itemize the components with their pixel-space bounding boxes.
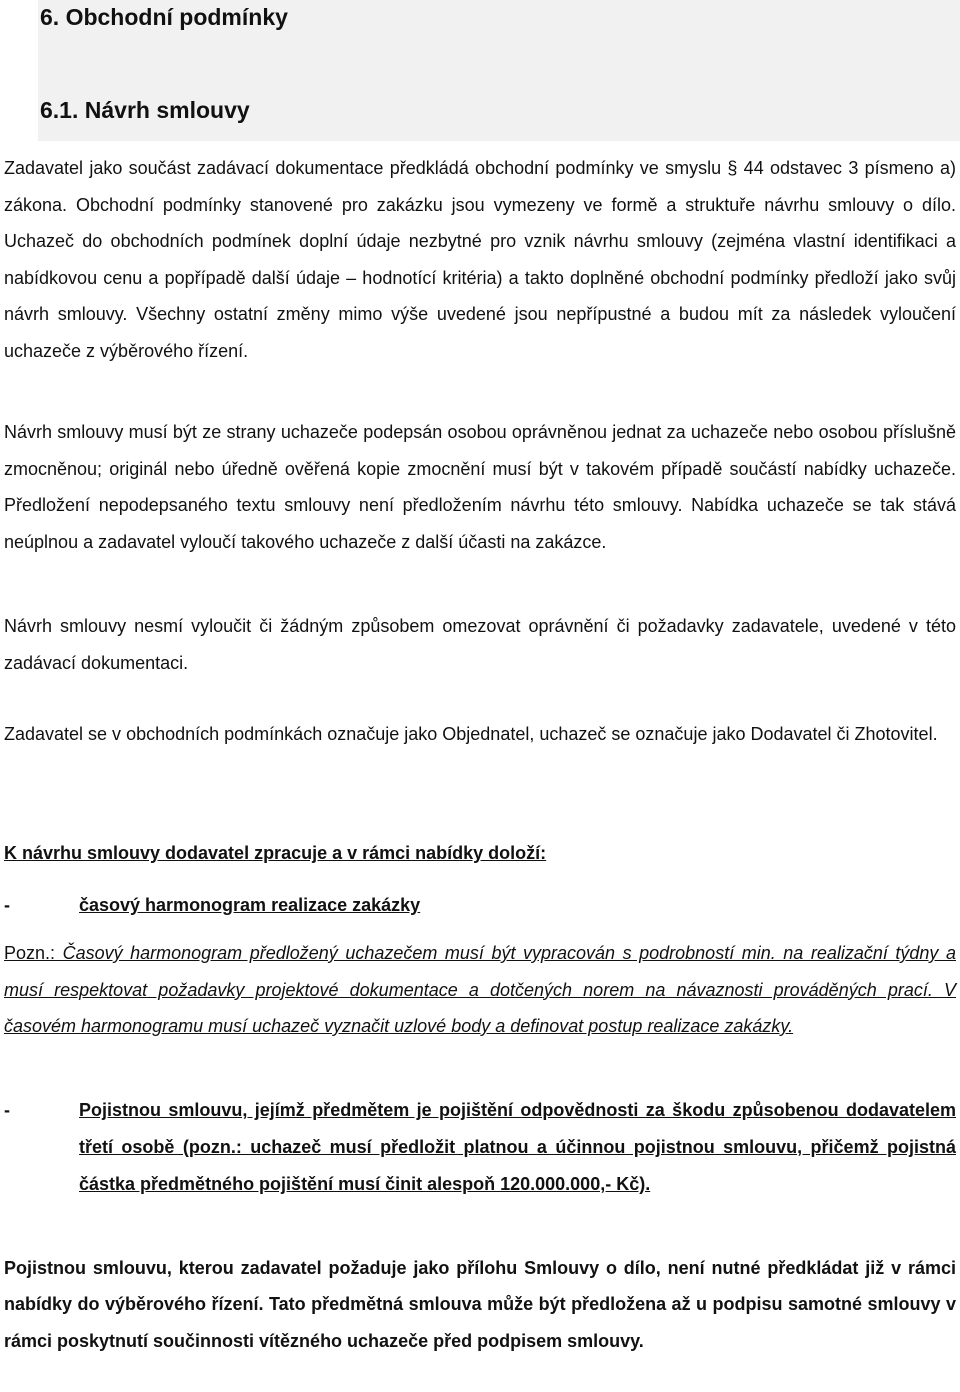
list-item-text: Pojistnou smlouvu, jejímž předmětem je pojištění odpovědnosti za škodu způsobenou dodavatelem třetí osobě (pozn.: uchazeč musí předložit platnou a účinnou pojistnou smlouvu, přičemž pojistná částka předmětného pojištění musí činit alespoň 120.000.000,- Kč). — [79, 1100, 956, 1194]
section-heading: 6. Obchodní podmínky — [40, 4, 288, 30]
list-item-text: časový harmonogram realizace zakázky — [79, 895, 421, 915]
paragraph-signature-requirement: Návrh smlouvy musí být ze strany uchazeče podepsán osobou oprávněnou jednat za uchazeče nebo osobou příslušně zmocněnou; originál nebo úředně ověřená kopie zmocnění musí být v takovém případě součástí nabídky uchazeče. Předložení nepodepsaného textu smlouvy není předložením návrhu této smlouvy. Nabídka uchazeče se tak stává neúplnou a zadavatel vyloučí takového uchazeče z další účasti na zakázce. — [4, 422, 956, 552]
paragraph-no-restriction: Návrh smlouvy nesmí vyloučit či žádným způsobem omezovat oprávnění či požadavky zadavatele, uvedené v této zadávací dokumentaci. — [4, 616, 956, 673]
paragraph-party-names: Zadavatel se v obchodních podmínkách označuje jako Objednatel, uchazeč se označuje jako Dodavatel či Zhotovitel. — [4, 724, 938, 744]
list-dash: - — [4, 895, 10, 915]
list-item-schedule — [4, 887, 956, 924]
list-item-insurance — [4, 1092, 956, 1203]
note-text: Časový harmonogram předložený uchazečem musí být vypracován s podrobností min. na realizační týdny a musí respektovat požadavky projektové dokumentace a dotčených norem na návaznosti prováděných prací. V časovém harmonogramu musí uchazeč vyznačit uzlové body a definovat postup realizace zakázky. — [4, 943, 956, 1036]
subsection-heading: 6.1. Návrh smlouvy — [40, 97, 250, 123]
attachments-heading: K návrhu smlouvy dodavatel zpracuje a v rámci nabídky doloží: — [4, 843, 547, 863]
schedule-note — [4, 935, 956, 1045]
note-label: Pozn.: — [4, 943, 56, 963]
paragraph-tender-conditions: Zadavatel jako součást zadávací dokumentace předkládá obchodní podmínky ve smyslu § 44 odstavec 3 písmeno a) zákona. Obchodní podmínky stanovené pro zakázku jsou vymezeny ve formě a struktuře návrhu smlouvy o dílo. Uchazeč do obchodních podmínek doplní údaje nezbytné pro vznik návrhu smlouvy (zejména vlastní identifikaci a nabídkovou cenu a popřípadě další údaje – hodnotící kritéria) a takto doplněné obchodní podmínky předloží jako svůj návrh smlouvy. Všechny ostatní změny mimo výše uvedené jsou nepřípustné a budou mít za následek vyloučení uchazeče z výběrového řízení. — [4, 158, 956, 361]
paragraph-insurance-submission: Pojistnou smlouvu, kterou zadavatel požaduje jako přílohu Smlouvy o dílo, není nutné předkládat již v rámci nabídky do výběrového řízení. Tato předmětná smlouva může být předložena až u podpisu samotné smlouvy v rámci poskytnutí součinnosti vítězného uchazeče před podpisem smlouvy. — [4, 1258, 956, 1351]
list-dash: - — [4, 1100, 10, 1120]
